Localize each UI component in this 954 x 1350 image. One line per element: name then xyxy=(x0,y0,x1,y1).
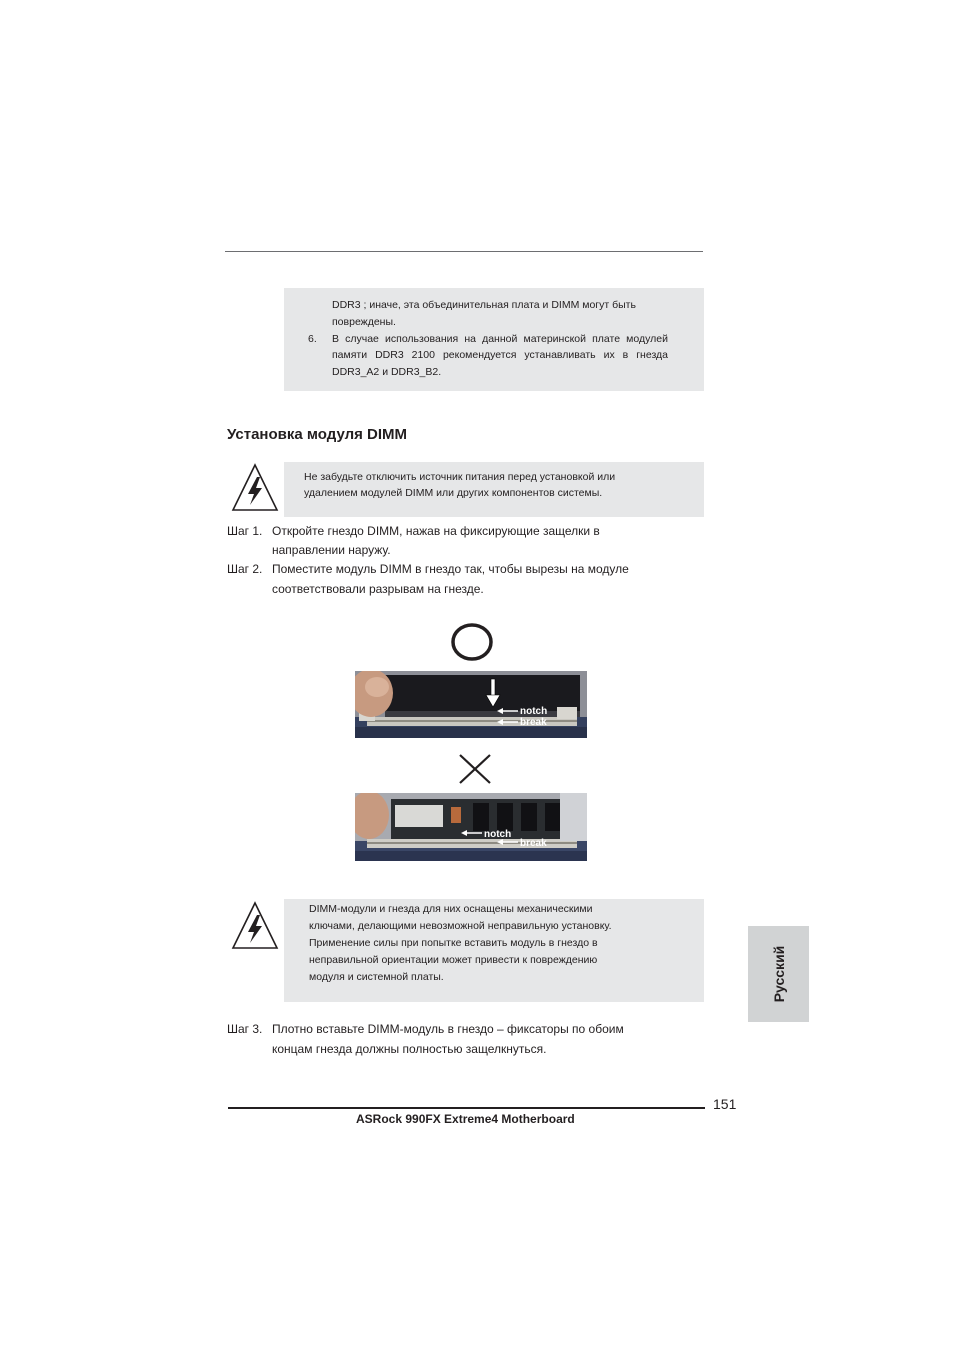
step-label: Шаг 2. xyxy=(227,562,263,576)
correct-circle-icon xyxy=(448,620,496,664)
warning-box xyxy=(284,462,704,517)
language-tab xyxy=(748,926,809,1022)
top-rule xyxy=(225,251,703,252)
photo-incorrect-insertion xyxy=(355,793,587,861)
footer-rule xyxy=(228,1107,705,1109)
warning-icon xyxy=(231,463,279,513)
step-2-cont xyxy=(227,579,707,599)
note-line: DDR3_A2 и DDR3_B2. xyxy=(332,366,442,378)
step-label: Шаг 1. xyxy=(227,524,263,538)
page-number: 151 xyxy=(713,1096,737,1112)
dimm-photo-correct xyxy=(355,671,587,738)
note-line: повреждены. xyxy=(332,316,396,328)
warning-line: ключами, делающими невозможной неправильную установку. xyxy=(309,920,612,932)
step-1 xyxy=(227,521,707,541)
step-text: концам гнезда должны полностью защелкнуться. xyxy=(272,1042,547,1056)
note-line: В случае использования на данной материнской плате модулей xyxy=(332,333,668,345)
language-tab-label: Русский xyxy=(770,945,787,1003)
warning-box xyxy=(284,899,704,1002)
step-text: Плотно вставьте DIMM-модуль в гнездо – фиксаторы по обоим xyxy=(272,1022,624,1036)
step-text: соответствовали разрывам на гнезде. xyxy=(272,582,484,596)
step-3 xyxy=(227,1019,707,1039)
step-3-cont xyxy=(227,1039,707,1059)
break-label: break xyxy=(520,838,547,849)
step-2 xyxy=(227,559,707,579)
section-title: Установка модуля DIMM xyxy=(227,426,408,443)
break-label: break xyxy=(520,717,547,728)
notch-label: notch xyxy=(484,829,512,840)
step-1-cont xyxy=(227,540,707,560)
photo-correct-insertion xyxy=(355,671,587,738)
warning-line: DIMM-модули и гнезда для них оснащены механическими xyxy=(309,903,593,915)
note-item-number: 6. xyxy=(308,333,317,345)
warning-line: удалением модулей DIMM или других компонентов системы. xyxy=(304,487,603,499)
note-box xyxy=(284,288,704,391)
step-text: Откройте гнездо DIMM, нажав на фиксирующие защелки в xyxy=(272,524,600,538)
dimm-photo-incorrect xyxy=(355,793,587,861)
warning-line: Применение силы при попытке вставить модуль в гнездо в xyxy=(309,937,598,949)
step-text: Поместите модуль DIMM в гнездо так, чтобы вырезы на модуле xyxy=(272,562,629,576)
incorrect-cross-icon xyxy=(458,753,492,785)
warning-line: неправильной ориентации может привести к повреждению xyxy=(309,954,598,966)
notch-label: notch xyxy=(520,706,548,717)
warning-line: модуля и системной платы. xyxy=(309,971,444,983)
note-line: DDR3 ; иначе, эта объединительная плата и DIMM могут быть xyxy=(332,299,636,311)
warning-line: Не забудьте отключить источник питания перед установкой или xyxy=(304,471,616,483)
step-text: направлении наружу. xyxy=(272,543,391,557)
note-line: памяти DDR3 2100 рекомендуется устанавливать их в гнезда xyxy=(332,349,668,361)
footer-title: ASRock 990FX Extreme4 Motherboard xyxy=(356,1112,575,1126)
step-label: Шаг 3. xyxy=(227,1022,263,1036)
warning-icon xyxy=(231,901,279,951)
